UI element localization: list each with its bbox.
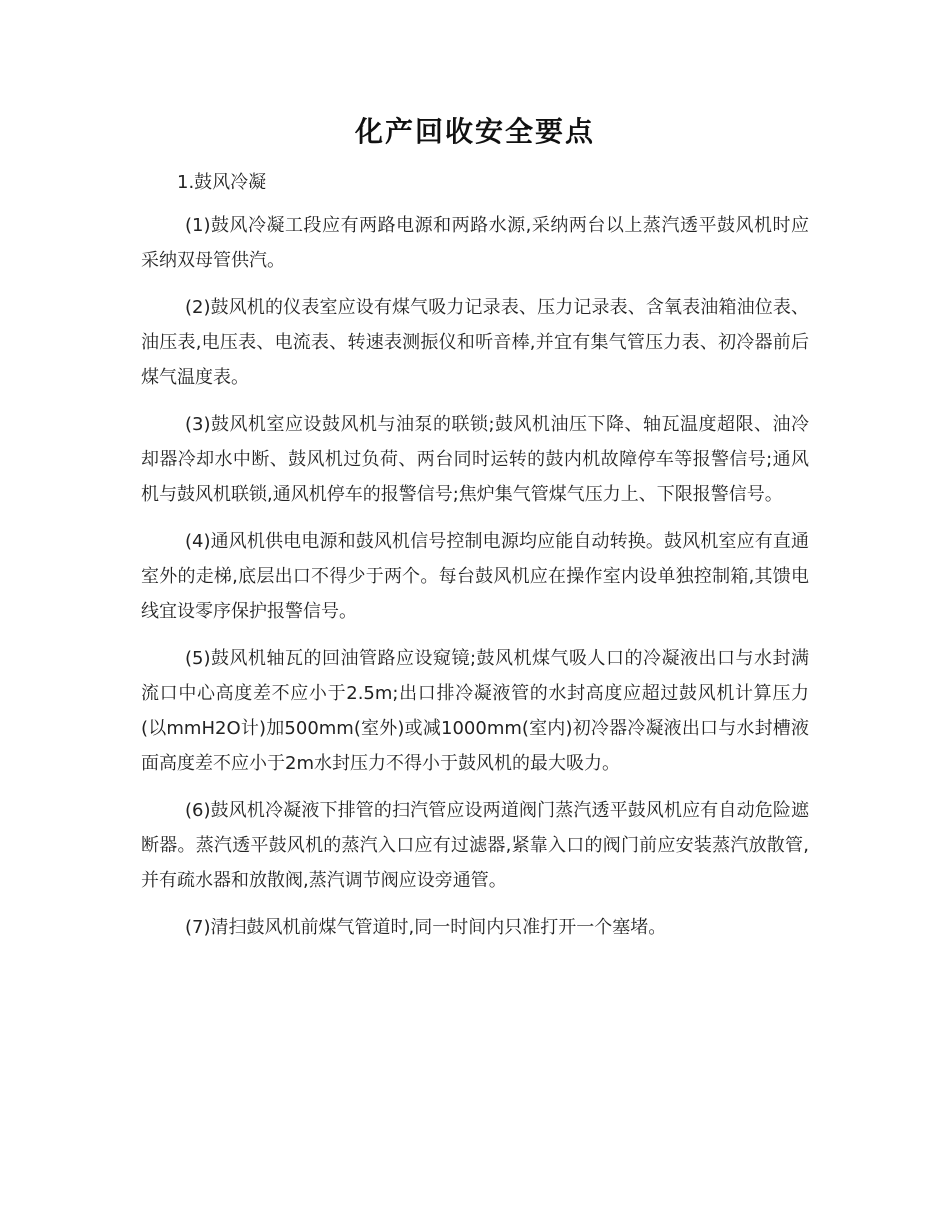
section-heading: 1.鼓风冷凝 [177,172,267,193]
document-body [141,165,809,957]
paragraph-7: (7)清扫鼓风机前煤气管道时,同一时间内只准打开一个塞堵。 [185,917,667,938]
paragraph-1: (1)鼓风冷凝工段应有两路电源和两路水源,采纳两台以上蒸汽透平鼓风机时应采纳双母管供汽。 [141,215,809,271]
paragraph-5: (5)鼓风机轴瓦的回油管路应设窥镜;鼓风机煤气吸人口的冷凝液出口与水封满流口中心高度差不应小于2.5m;出口排冷凝液管的水封高度应超过鼓风机计算压力(以mmH2O计)加500mm(室外)或减1000mm(室内)初冷器冷凝液出口与水封槽液面高度差不应小于2m水封压力不得小于鼓风机的最大吸力。 [141,648,809,774]
paragraph-3: (3)鼓风机室应设鼓风机与油泵的联锁;鼓风机油压下降、轴瓦温度超限、油冷却器冷却水中断、鼓风机过负荷、两台同时运转的鼓内机故障停车等报警信号;通风机与鼓风机联锁,通风机停车的报警信号;焦炉集气管煤气压力上、下限报警信号。 [141,414,809,505]
paragraph-2: (2)鼓风机的仪表室应设有煤气吸力记录表、压力记录表、含氧表油箱油位表、油压表,电压表、电流表、转速表测振仪和听音棒,并宜有集气管压力表、初冷器前后煤气温度表。 [141,297,809,388]
paragraph-4: (4)通风机供电电源和鼓风机信号控制电源均应能自动转换。鼓风机室应有直通室外的走梯,底层出口不得少于两个。每台鼓风机应在操作室内设单独控制箱,其馈电线宜设零序保护报警信号。 [141,531,809,622]
document-title: 化产回收安全要点 [354,115,595,148]
paragraph-6: (6)鼓风机冷凝液下排管的扫汽管应设两道阀门蒸汽透平鼓风机应有自动危险遮断器。蒸汽透平鼓风机的蒸汽入口应有过滤器,紧靠入口的阀门前应安装蒸汽放散管,并有疏水器和放散阀,蒸汽调节阀应设旁通管。 [141,800,809,891]
